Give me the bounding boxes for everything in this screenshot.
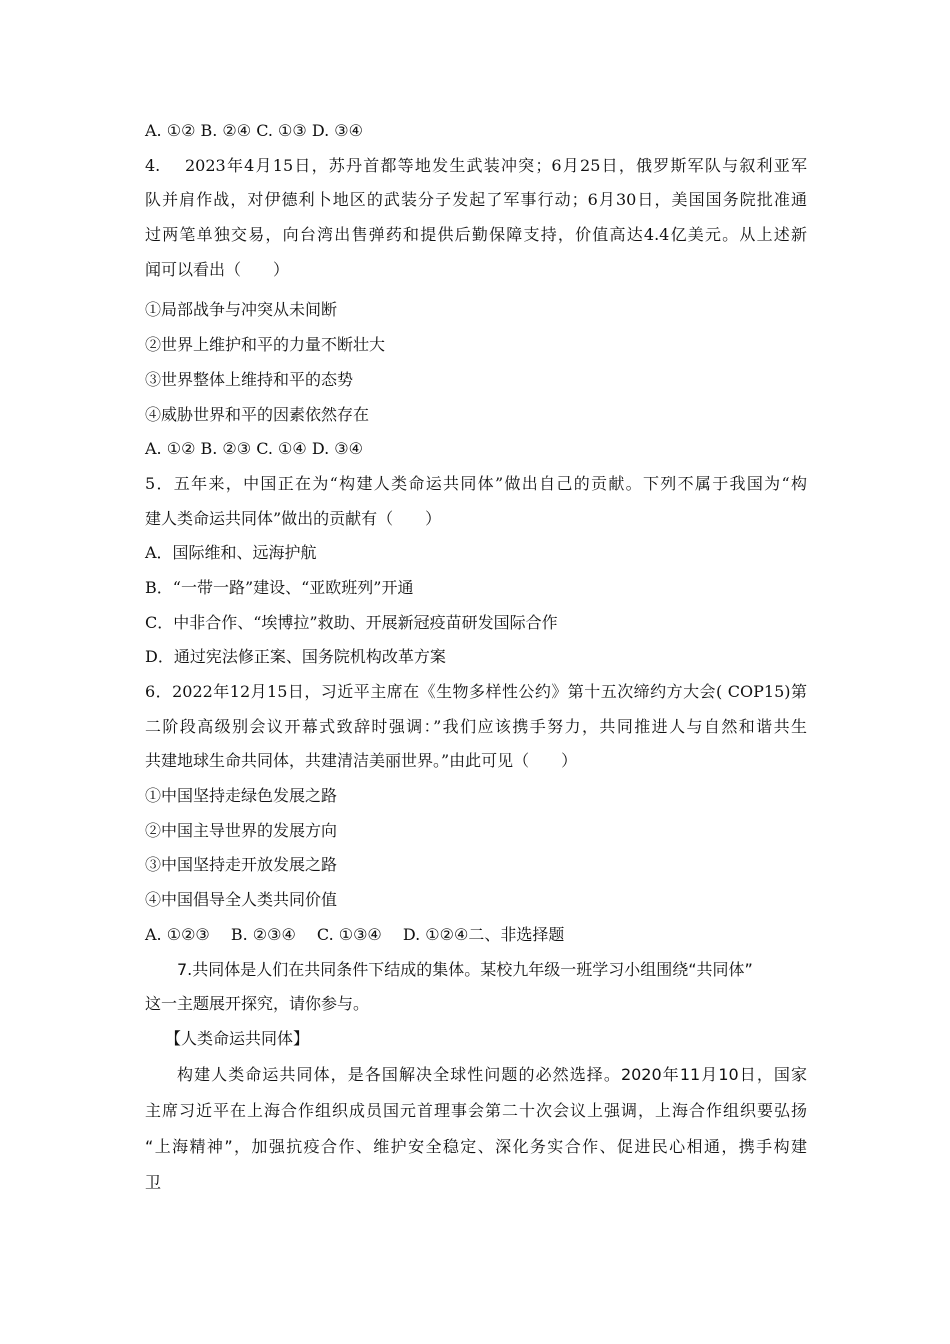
q7-para-line: “上海精神”，加强抗疫合作、维护安全稳定、深化务实合作、促进民心相通，携手构建 (145, 1136, 807, 1156)
q4-item: ④威胁世界和平的因素依然存在 (145, 404, 370, 424)
q6-line: 6．2022年12月15日，习近平主席在《生物多样性公约》第十五次缔约方大会( COP15)第 (145, 682, 807, 701)
q6-options: A. ①②③ B. ②③④ C. ①③④ D. ①②④二、非选择题 (145, 924, 565, 944)
q4-item: ②世界上维护和平的力量不断壮大 (145, 335, 386, 355)
q4-line: 队并肩作战，对伊德利卜地区的武装分子发起了军事行动；6月30日，美国国务院批准通 (145, 190, 807, 210)
q6-item: ④中国倡导全人类共同价值 (145, 890, 338, 910)
q4-line: 闻可以看出（ ） (145, 259, 290, 279)
q7-para-line: 构建人类命运共同体，是各国解决全球性问题的必然选择。2020年11月10日，国家 (177, 1064, 807, 1084)
q7-line: 7.共同体是人们在共同条件下结成的集体。某校九年级一班学习小组围绕“共同体” (177, 959, 753, 979)
q6-line: 共建地球生命共同体，共建清洁美丽世界。”由此可见（ ） (145, 751, 578, 771)
q7-line: 这一主题展开探究，请你参与。 (145, 994, 370, 1014)
q5-option: C．中非合作、“埃博拉”救助、开展新冠疫苗研发国际合作 (145, 612, 558, 632)
q5-option: D．通过宪法修正案、国务院机构改革方案 (145, 647, 446, 667)
q5-option: A．国际维和、远海护航 (145, 543, 317, 563)
q6-line: 二阶段高级别会议开幕式致辞时强调：”我们应该携手努力，共同推进人与自然和谐共生 (145, 716, 807, 736)
q4-line: 过两笔单独交易，向台湾出售弹药和提供后勤保障支持，价值高达4.4亿美元。从上述新 (145, 225, 807, 245)
q6-item: ②中国主导世界的发展方向 (145, 820, 338, 840)
q5-option: B．“一带一路”建设、“亚欧班列”开通 (145, 577, 414, 597)
q4-options: A. ①② B. ②③ C. ①④ D. ③④ (145, 439, 363, 459)
q6-item: ③中国坚持走开放发展之路 (145, 855, 338, 875)
q6-item: ①中国坚持走绿色发展之路 (145, 786, 338, 806)
q4-item: ③世界整体上维持和平的态势 (145, 369, 354, 389)
document-page (145, 114, 807, 1201)
q4-line: 4. 2023年4月15日，苏丹首都等地发生武装冲突；6月25日，俄罗斯军队与叙利亚军 (145, 155, 807, 175)
section-title: 【人类命运共同体】 (165, 1028, 310, 1048)
q5-line: 5．五年来，中国正在为“构建人类命运共同体”做出自己的贡献。下列不属于我国为“构 (145, 473, 807, 493)
q7-para-line: 卫 (145, 1172, 162, 1192)
q7-para-line: 主席习近平在上海合作组织成员国元首理事会第二十次会议上强调，上海合作组织要弘扬 (145, 1100, 807, 1120)
q5-line: 建人类命运共同体”做出的贡献有（ ） (145, 508, 442, 528)
q3-options: A. ①② B. ②④ C. ①③ D. ③④ (145, 121, 363, 140)
q4-item: ①局部战争与冲突从未间断 (145, 300, 338, 320)
